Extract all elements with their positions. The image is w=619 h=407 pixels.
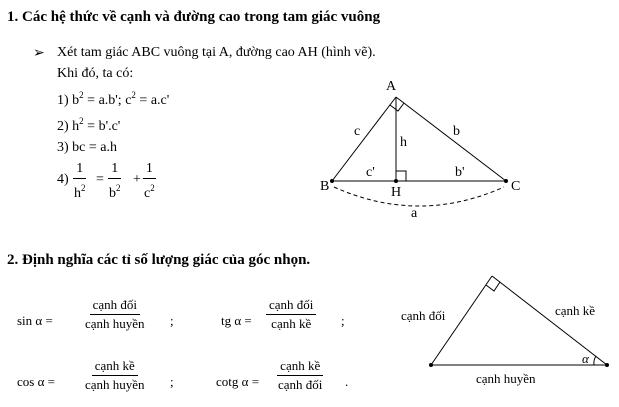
- intro-text-2: Khi đó, ta có:: [57, 66, 134, 81]
- label-alpha: α: [582, 351, 589, 366]
- right-angle-mark-h: [396, 171, 406, 181]
- fraction-1-over-b2: $\frac{1}{b^2}$: [109, 161, 121, 201]
- angle-alpha-arc: [594, 356, 596, 365]
- hypotenuse-arc: [334, 187, 504, 206]
- section-1-title: 1. Các hệ thức về cạnh và đường cao trong tam giác vuông: [7, 9, 381, 25]
- point-h: [394, 179, 398, 183]
- side-c-line: [332, 97, 396, 181]
- fraction-1-over-c2: $\frac{1}{c^2}$: [144, 161, 155, 201]
- vertex-left: [429, 363, 433, 367]
- label-c: c: [354, 124, 361, 139]
- section-2-title: 2. Định nghĩa các tỉ số lượng giác của góc nhọn.: [7, 252, 311, 268]
- point-b: [330, 179, 334, 183]
- point-c: [504, 179, 508, 183]
- label-B: B: [320, 179, 330, 194]
- equals-sign: =: [96, 172, 104, 187]
- vertex-right: [605, 363, 609, 367]
- side-b-line: [396, 97, 506, 181]
- formula-2: 2) $h^2 = b'.c'$: [57, 116, 121, 134]
- sin-label: sin α =: [17, 313, 53, 328]
- label-c-prime: c': [366, 165, 375, 180]
- cos-label: cos α =: [17, 374, 55, 389]
- cotg-end: .: [345, 374, 349, 389]
- label-b-prime: b': [455, 165, 465, 180]
- label-opposite: cạnh đối: [401, 308, 446, 323]
- formula-3: 3) bc = a.h: [57, 140, 117, 155]
- cos-fraction: cạnh kề cạnh huyền: [85, 358, 145, 392]
- label-adjacent: cạnh kề: [555, 303, 596, 318]
- formula-1: 1) $b^2 = a.b'$; $c^2 = a.c'$: [57, 90, 170, 108]
- label-hypotenuse: cạnh huyền: [476, 371, 536, 386]
- right-angle-mark-a: [390, 103, 404, 111]
- tg-label: tg α =: [221, 313, 252, 328]
- tg-separator: ;: [341, 313, 345, 328]
- formula-4-label: 4): [57, 172, 69, 187]
- fraction-1-over-h2: $\frac{1}{h^2}$: [74, 161, 86, 201]
- label-H: H: [391, 185, 402, 200]
- sin-separator: ;: [170, 313, 174, 328]
- right-angle-mark: [486, 282, 500, 291]
- cotg-fraction: cạnh kề cạnh đối: [278, 358, 323, 392]
- triangle-altitude-figure: [300, 75, 540, 225]
- label-C: C: [511, 179, 521, 194]
- arrow-bullet-icon: ➢: [33, 46, 45, 61]
- tg-fraction: cạnh đối cạnh kề: [266, 297, 316, 332]
- label-a: a: [411, 206, 418, 221]
- label-b: b: [453, 124, 460, 139]
- adjacent-side-line: [492, 276, 607, 365]
- cos-separator: ;: [170, 374, 174, 389]
- trig-ratio-triangle-figure: [396, 268, 618, 398]
- sin-fraction: cạnh đối cạnh huyền: [85, 297, 145, 331]
- plus-sign: +: [133, 172, 141, 187]
- cotg-label: cotg α =: [216, 374, 260, 389]
- label-h: h: [400, 135, 407, 150]
- label-A: A: [386, 79, 397, 94]
- intro-text: Xét tam giác ABC vuông tại A, đường cao AH (hình vẽ).: [57, 45, 376, 60]
